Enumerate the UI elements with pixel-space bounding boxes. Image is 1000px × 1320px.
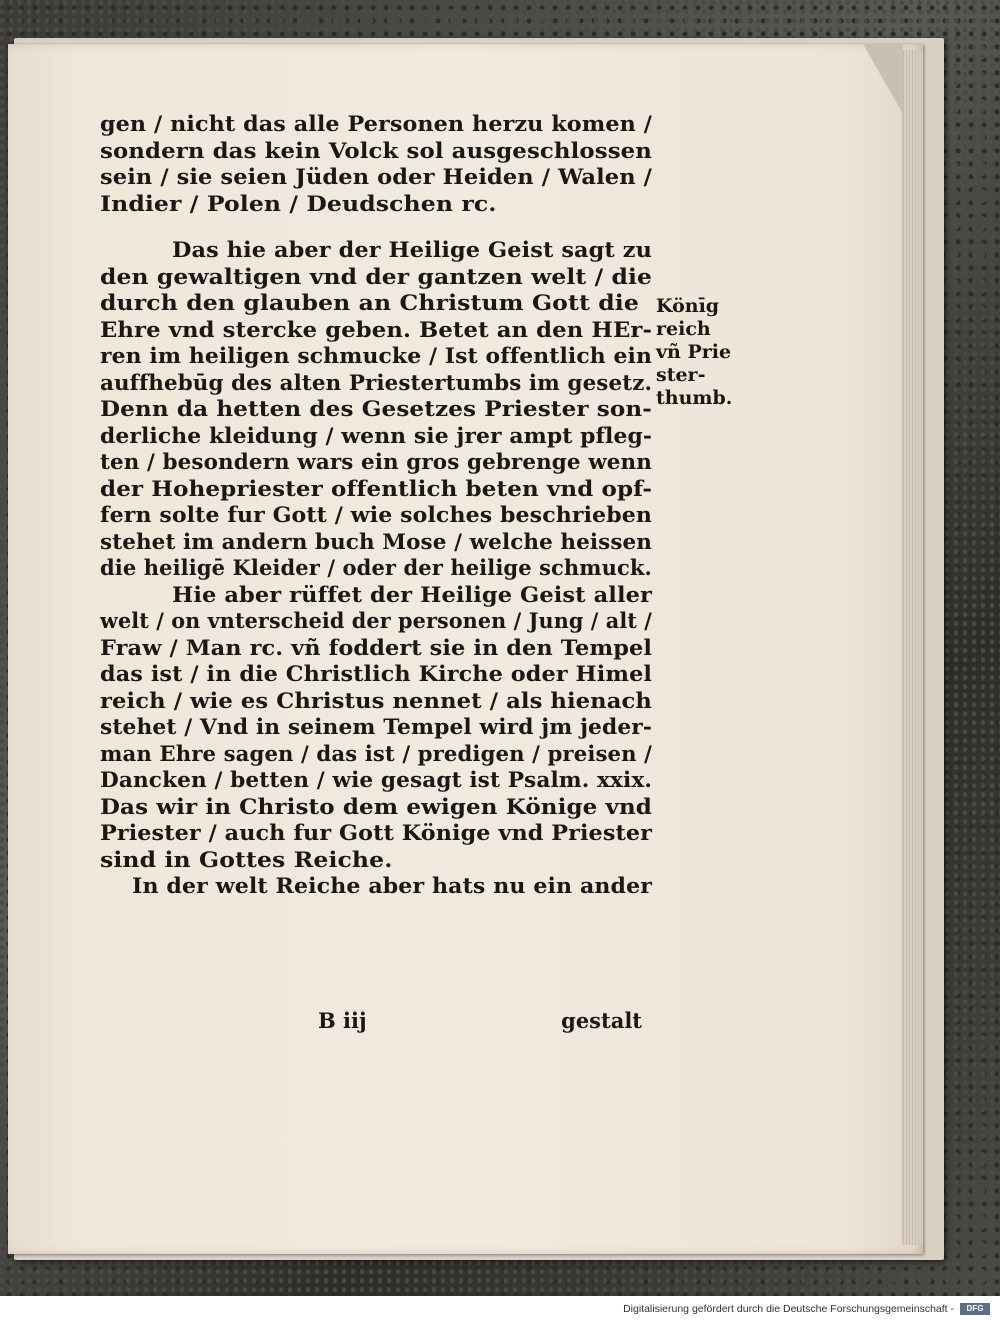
marginal-line: thumb. [656, 387, 733, 409]
catchword: gestalt [561, 1008, 642, 1033]
text-line: Denn da hetten des Gesetzes Priester son- [100, 396, 653, 421]
marginal-line: reich [656, 318, 711, 340]
text-line: Ehre vnd stercke geben. Betet an den HEr- [100, 316, 653, 342]
text-line: In der welt Reiche aber hats nu ein ander [132, 873, 653, 898]
text-line: welt / on vnterscheid der personen / Jung / alt / [100, 608, 652, 633]
text-line: der Hohepriester offentlich beten vnd opf- [100, 475, 652, 501]
text-line: gen / nicht das alle Personen herzu komen / [100, 111, 653, 136]
text-line: Hie aber rüffet der Heilige Geist aller [172, 581, 652, 607]
text-line: man Ehre sagen / das ist / predigen / preisen / [100, 740, 653, 766]
marginal-line: ster- [656, 364, 706, 386]
text-line: die heiligē Kleider / oder der heilige schmuck. [100, 555, 652, 580]
text-line: Dancken / betten / wie gesagt ist Psalm. xxix. [100, 767, 652, 792]
text-line: Fraw / Man rc. vñ foddert sie in den Tempel [100, 634, 652, 660]
footer-bar [0, 1296, 1000, 1320]
marginal-line: Könīg [656, 295, 720, 317]
text-line: fern solte fur Gott / wie solches beschrieben [100, 502, 652, 527]
text-line: reich / wie es Christus nennet / als hienach [100, 687, 652, 713]
text-line: auffhebūg des alten Priestertumbs im gesetz. [100, 369, 653, 395]
text-line: stehet im andern buch Mose / welche heissen [100, 528, 653, 554]
text-line: Das wir in Christo dem ewigen Könige vnd [100, 793, 653, 819]
signature-mark: B iij [318, 1008, 367, 1033]
signature-line [100, 1008, 652, 1040]
page-edges [901, 50, 923, 1245]
text-line: ren im heiligen schmucke / Ist offentlich ein [100, 343, 652, 368]
text-line: den gewaltigen vnd der gantzen welt / die [100, 263, 653, 289]
text-line: sein / sie seien Jüden oder Heiden / Walen / [100, 164, 653, 189]
text-line: das ist / in die Christlich Kirche oder Himel [100, 661, 652, 686]
text-line: durch den glauben an Christum Gott die [100, 290, 639, 315]
text-line: sind in Gottes Reiche. [100, 846, 393, 872]
text-line: sondern das kein Volck sol ausgeschlossen [100, 137, 653, 163]
marginal-note [656, 295, 746, 410]
text-line: Priester / auch fur Gott Könige vnd Priester [100, 820, 653, 845]
text-line: Indier / Polen / Deudschen rc. [100, 190, 497, 216]
text-line: stehet / Vnd in seinem Tempel wird jm jeder- [100, 714, 652, 739]
funding-credit: Digitalisierung gefördert durch die Deutsche Forschungsgemeinschaft - [623, 1303, 954, 1315]
text-line: derliche kleidung / wenn sie jrer ampt pfleg- [100, 422, 653, 448]
dfg-logo-icon: DFG [960, 1303, 990, 1315]
page-corner-fold [863, 44, 903, 114]
main-text-block [100, 111, 652, 900]
text-line: ten / besondern wars ein gros gebrenge wenn [100, 449, 652, 474]
marginal-line: vñ Prie [656, 341, 732, 363]
text-line: Das hie aber der Heilige Geist sagt zu [172, 237, 653, 262]
